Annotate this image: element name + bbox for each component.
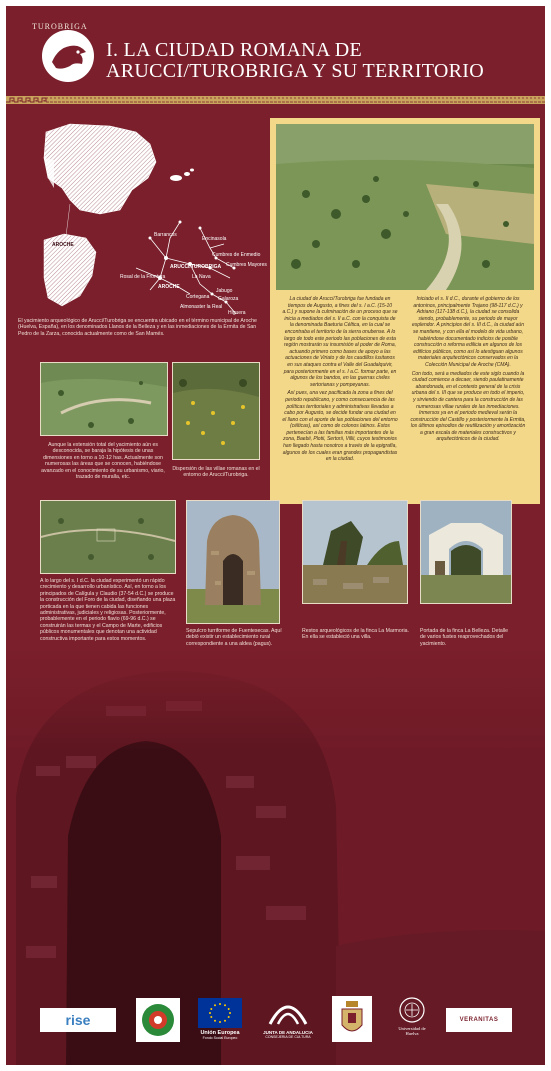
exhibit-panel (6, 6, 545, 1065)
uhu-logo (392, 996, 432, 1042)
map-label-aroche-town: AROCHE (158, 284, 180, 290)
eu-logo-sub: Fondo Social Europeo (202, 1036, 238, 1040)
photo-belleza (420, 500, 512, 604)
map-label-cortegana: Cortegana (186, 294, 210, 300)
aroche-crest-logo (136, 998, 180, 1042)
caption-forum: A lo largo del s. I d.C. la ciudad experimentó un rápido crecimiento y desarrollo urbanístico. Así, en torno a los principados de Calígula y Claudio (37-54 d.C.) se produce la construcción del Foro de la ciudad, diseñando una plaza porticada en la que tienen cabida las funciones administrativas, judiciales y religiosas. Posteriormente, probablemente en el periodo flavio (69-96 d.C.) se construirán las termas y el Campo de Marte, edificios públicos monumentales que denotan una actividad constructiva importante para estos momentos. (40, 578, 176, 642)
logo-text: TUROBRIGA (32, 22, 88, 31)
map-label-rosal: Rosal de la Frontera (120, 274, 166, 280)
map-label-la-nava: La Nava (192, 274, 211, 280)
map-label-cumbres: Cumbres de Enmedio (212, 252, 261, 258)
aerial-photo (276, 124, 534, 290)
map-label-galaroza: Galaroza (218, 296, 239, 302)
greek-key-border (6, 96, 545, 104)
photo-city-aerial (40, 362, 168, 436)
sponsor-logos (6, 986, 545, 1046)
eu-logo-text (192, 1030, 248, 1040)
spain-map (44, 124, 156, 214)
rise-logo-text: rise (65, 1012, 91, 1028)
map-label-higuera: Higuera (228, 310, 246, 316)
photo-forum-aerial (40, 500, 176, 574)
map-label-barrancos: Barrancos (154, 232, 177, 238)
junta-logo-text (254, 1030, 322, 1039)
eu-stars-icon (206, 1001, 234, 1025)
caption-marmoria: Restos arqueológicos de la finca La Marmoria. En ella se estableció una villa. (302, 628, 409, 641)
caption-sepulcro: Sepulcro turriforme de Fuentesecas. Aquí debió existir un establecimiento rural correspondiente a una aldea (pagus). (186, 628, 282, 647)
col1-paragraph-2: Así pues, una vez pacificada la zona a fines del periodo republicano, y como consecuencia de las políticas territoriales y administrativas llevadas a cabo por Augusto, se decide fundar una ciudad en el llano con el aporte de las poblaciones del entorno (célticas), así como de colonos latinos. Estos pertenecían a las familias más importantes de la zona, Baebii, Plotii, Sertorii, Villii, cuyos testimonios han llegado hasta nosotros a través de la epigrafía, algunos de los cuales eran grandes propagandistas en la ciudad. (282, 390, 398, 463)
map-label-aroche-province: AROCHE (52, 242, 74, 248)
eu-logo-label: Unión Europea (200, 1030, 240, 1036)
photo-marmoria (302, 500, 408, 604)
caption-villae: Dispersión de las villae romanas en el entorno de Arucci/Turobriga. (172, 466, 260, 479)
turobriga-logo (40, 28, 96, 84)
page-title (106, 40, 536, 82)
veranitas-logo (446, 1008, 512, 1032)
map-label-jabugo: Jabugo (216, 288, 233, 294)
history-textbox (270, 118, 540, 504)
aroche-coat-of-arms-logo (332, 996, 372, 1042)
junta-logo (260, 996, 316, 1030)
location-map (40, 118, 267, 316)
map-label-encinasola: Encinasola (202, 236, 227, 242)
junta-logo-label: JUNTA DE ANDALUCIA (263, 1030, 313, 1035)
map-label-arucci: ARUCCI/TUROBRIGA (170, 264, 222, 270)
textbox-column-2 (410, 296, 526, 445)
header (6, 6, 545, 90)
textbox-column-1 (282, 296, 398, 465)
rise-logo (40, 1008, 116, 1032)
title-line-1: I. LA CIUDAD ROMANA DE (106, 39, 363, 61)
uhu-logo-text: Universidad de Huelva (398, 1026, 426, 1036)
map-graphic (40, 118, 267, 316)
title-line-2: ARUCCI/TUROBRIGA Y SU TERRITORIO (106, 60, 484, 82)
caption-belleza: Portada de la finca La Belleza. Detalle de varios fustes reaprovechados del yacimiento. (420, 628, 508, 647)
map-label-almonaster: Almonaster la Real (180, 304, 223, 310)
junta-logo-sub: CONSEJERIA DE CULTURA (265, 1035, 311, 1039)
eu-flag-logo (198, 998, 242, 1028)
map-label-cumbres-mayores: Cumbres Mayores (226, 262, 267, 268)
photo-villae-map (172, 362, 260, 460)
col2-paragraph-1: Iniciado el s. II d.C., durante el gobierno de los antoninos, principalmente Trajano (98-117 d.C.) y Adriano (117-138 d.C.), la ciudad se consolida siendo, probablemente, su periodo de mayor esplendor. A principios del s. III d.C., la ciudad aún se mantiene, y con ella el modelo de vida urbano, habiéndose documentado indicios de posible construcción o reforma edilicia en algunos de los edificios públicos, como así lo atestiguan algunos materiales arquitectónicos conservados en la Colección Municipal de Aroche (CMA). (411, 296, 524, 368)
col1-paragraph-1: La ciudad de Arucci/Turobriga fue fundada en tiempos de Augusto, a fines del s. I a.C. (15-10 a.C.) y supone la culminación de un proceso que se inicia a mediados del s. II a.C. con la conquista de la denominada Baeturia Céltica, en la cual se encontraba el territorio de la sierra onubense. A lo largo de todo este periodo las poblaciones de esta región mostrarán su insumisión al poder de Roma, actuando primero como bases de apoyo a las actuaciones de Viriato y de los caudillos lusitanos en sus ataques contra el Valle del Guadalquivir, para posteriormente en el s. I a.C. formar parte, en algunos de los bandos, en las guerras civiles sertorianas y pompeyanas. (282, 296, 398, 388)
col2-paragraph-2: Con todo, será a mediados de este siglo cuando la ciudad comience a decaer, siendo paulatinamente abandonada, en el contexto general de la crisis urbana del s. III que se produce en todo el imperio, y sirviendo de cantera para la construcción de las numerosas villae rurales de las inmediaciones. Inmersos ya en el periodo medieval serán la construcción del Castillo y posteriormente la Ermita, los últimos episodios de reutilización y amortización a gran escala de materiales constructivos y arquitectónicos de la ciudad. (410, 370, 526, 443)
veranitas-logo-text: VERANITAS (459, 1017, 499, 1023)
photo-sepulcro (186, 500, 280, 624)
caption-city-extent: Aunque la extensión total del yacimiento aún es desconocida, se baraja la hipótesis de unas dimensiones en torno a 10-12 has. Actualmente son numerosas las áreas que se conocen, habiéndose avanzado en el conocimiento de su urbanismo, viario, trazado de muralla, etc. (41, 442, 165, 481)
map-caption: El yacimiento arqueológico de Arucci/Turobriga se encuentra ubicado en el término municipal de Aroche (Huelva, España), en los denominados Llanos de la Belleza y en las inmediaciones de la Ermita de San Pedro de la Zarza, conocida actualmente como de San Mamés. (18, 318, 257, 337)
